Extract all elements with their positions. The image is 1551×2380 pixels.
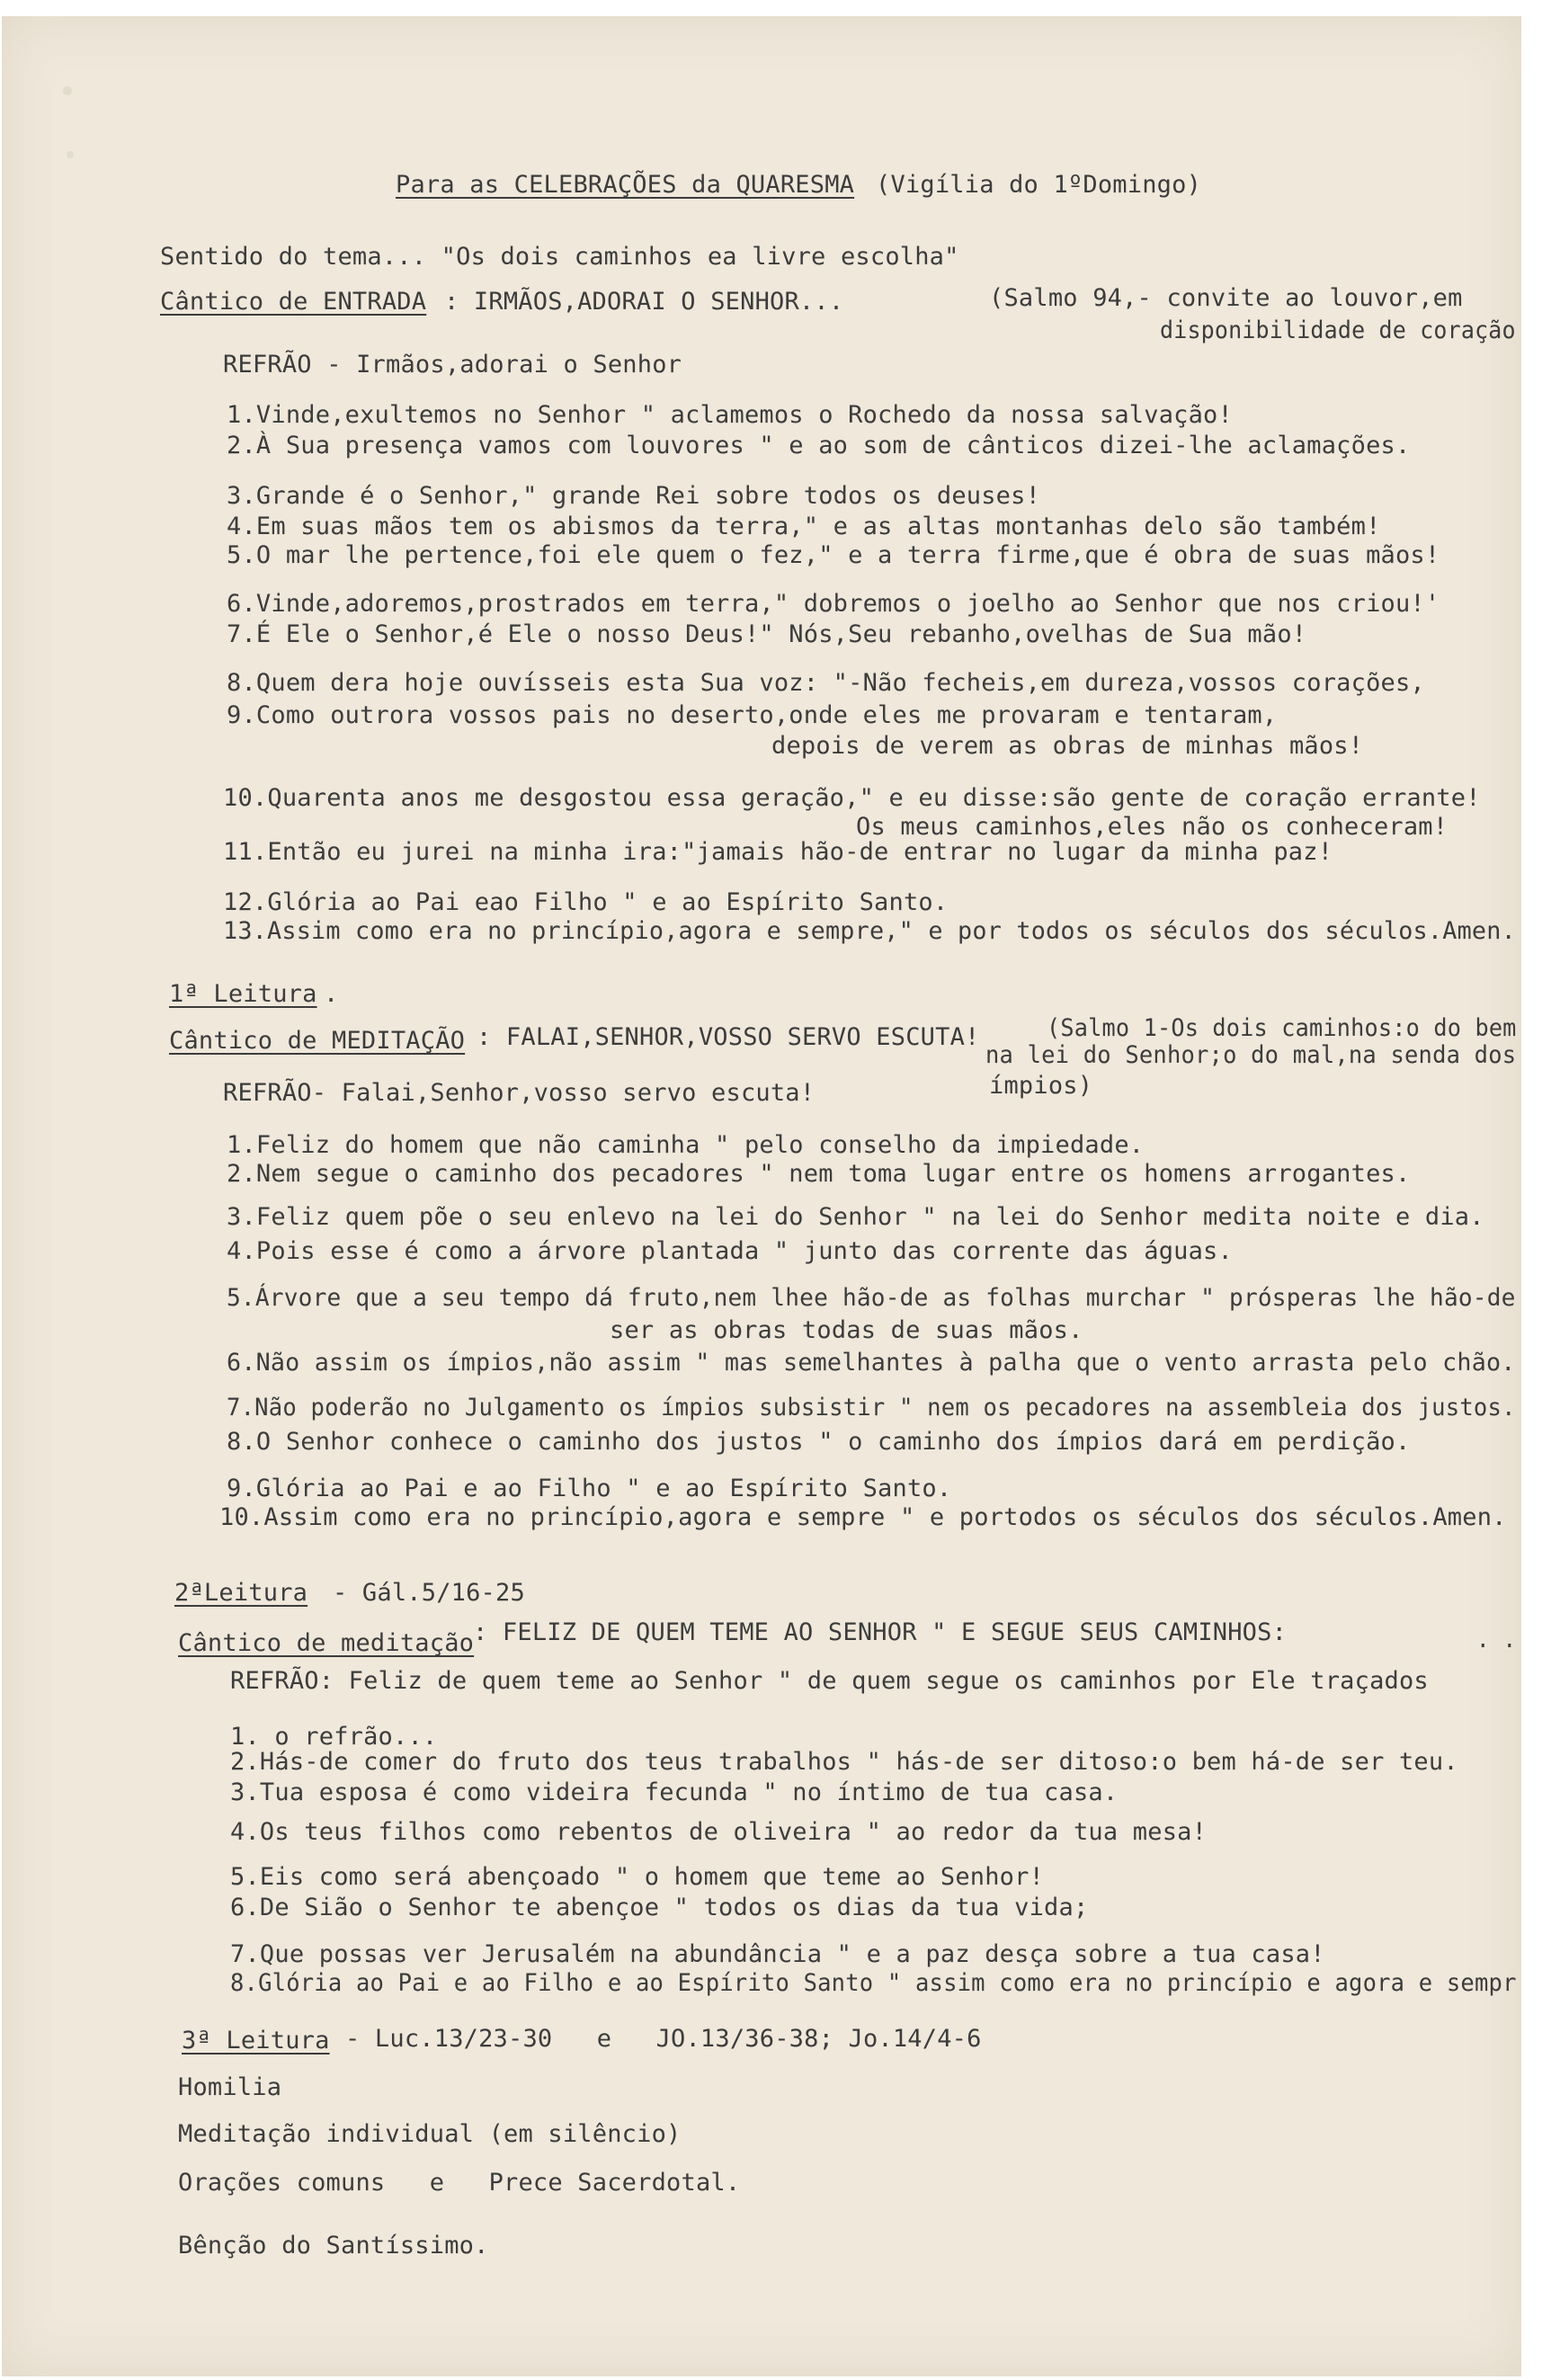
entrada-verse: 5.O mar lhe pertence,foi ele quem o fez," e a terra firme,que é obra de suas mãos! — [227, 541, 1440, 569]
meditacao-1-verse: 10.Assim como era no princípio,agora e sempre " e portodos os séculos dos séculos.Amen. — [219, 1503, 1507, 1531]
meditacao-2-dots: . . — [1476, 1626, 1517, 1654]
meditacao-1-verse: 8.O Senhor conhece o caminho dos justos " o caminho dos ímpios dará em perdição. — [227, 1428, 1411, 1456]
entrada-verse: 11.Então eu jurei na minha ira:"jamais hão-de entrar no lugar da minha paz! — [223, 838, 1333, 866]
meditacao-1-verse: 6.Não assim os ímpios,não assim " mas semelhantes à palha que o vento arrasta pelo chão. — [227, 1349, 1516, 1377]
meditacao-1-verse-continuation: ser as obras todas de suas mãos. — [610, 1316, 1083, 1344]
entrada-verse: 7.É Ele o Senhor,é Ele o nosso Deus!" Nós,Seu rebanho,ovelhas de Sua mão! — [227, 620, 1307, 648]
entrada-verse: 4.Em suas mãos tem os abismos da terra," e as altas montanhas delo são também! — [227, 513, 1381, 540]
meditacao-2-verse: 7.Que possas ver Jerusalém na abundância " e a paz desça sobre a tua casa! — [230, 1940, 1325, 1968]
closing-item: Homilia — [178, 2073, 282, 2101]
meditacao-2-verse: 8.Glória ao Pai e ao Filho e ao Espírito Santo " assim como era no princípio e agora e sempr — [230, 1969, 1517, 1997]
meditacao-2-song: : FELIZ DE QUEM TEME AO SENHOR " E SEGUE SEUS CAMINHOS: — [473, 1618, 1288, 1646]
theme-line: Sentido do tema... "Os dois caminhos ea livre escolha" — [160, 243, 959, 271]
meditacao-1-psalm-note: na lei do Senhor;o do mal,na senda dos — [985, 1041, 1517, 1069]
leitura-1-label: 1ª Leitura — [169, 980, 317, 1008]
meditacao-1-verse: 5.Árvore que a seu tempo dá fruto,nem lhee hão-de as folhas murchar " prósperas lhe hão-de — [227, 1284, 1516, 1312]
entrada-refrain: REFRÃO - Irmãos,adorai o Senhor — [223, 351, 682, 379]
meditacao-2-verse: 6.De Sião o Senhor te abençoe " todos os dias da tua vida; — [230, 1894, 1089, 1921]
meditacao-2-verse: 4.Os teus filhos como rebentos de oliveira " ao redor da tua mesa! — [230, 1818, 1208, 1846]
meditacao-2-heading: Cântico de meditação — [178, 1629, 475, 1657]
title-note: (Vigília do 1ºDomingo) — [876, 171, 1202, 199]
document-page — [2, 16, 1521, 2376]
punch-hole — [63, 86, 72, 95]
meditacao-2-verse: 3.Tua esposa é como videira fecunda " no íntimo de tua casa. — [230, 1778, 1119, 1806]
entrada-verse-continuation: depois de verem as obras de minhas mãos! — [771, 732, 1364, 760]
meditacao-1-verse: 4.Pois esse é como a árvore plantada " junto das corrente das águas. — [227, 1237, 1233, 1265]
entrada-verse: 12.Glória ao Pai eao Filho " e ao Espírito Santo. — [223, 888, 949, 916]
meditacao-1-verse: 3.Feliz quem põe o seu enlevo na lei do Senhor " na lei do Senhor medita noite e dia. — [227, 1203, 1484, 1231]
meditacao-2-refrain: REFRÃO: Feliz de quem teme ao Senhor " de quem segue os caminhos por Ele traçados — [230, 1667, 1429, 1695]
meditacao-1-verse: 9.Glória ao Pai e ao Filho " e ao Espírito Santo. — [227, 1475, 952, 1502]
leitura-1-dot: . — [324, 980, 339, 1008]
meditacao-1-verse: 2.Nem segue o caminho dos pecadores " nem toma lugar entre os homens arrogantes. — [227, 1160, 1411, 1188]
punch-hole — [67, 151, 74, 158]
entrada-verse: 13.Assim como era no princípio,agora e sempre," e por todos os séculos dos séculos.Amen. — [223, 917, 1516, 945]
entrada-verse: 6.Vinde,adoremos,prostrados em terra," dobremos o joelho ao Senhor que nos criou!' — [227, 590, 1440, 618]
entrada-verse: 1.Vinde,exultemos no Senhor " aclamemos o Rochedo da nossa salvação! — [227, 401, 1233, 429]
entrada-verse: 3.Grande é o Senhor," grande Rei sobre todos os deuses! — [227, 482, 1041, 510]
entrada-heading: Cântico de ENTRADA — [160, 288, 427, 316]
entrada-psalm-note: (Salmo 94,- convite ao louvor,em — [989, 284, 1463, 312]
leitura-2-label: 2ªLeitura — [174, 1579, 308, 1607]
meditacao-1-verse: 1.Feliz do homem que não caminha " pelo conselho da impiedade. — [227, 1131, 1145, 1159]
entrada-verse: 10.Quarenta anos me desgostou essa geração," e eu disse:são gente de coração errante! — [223, 784, 1481, 812]
meditacao-2-verse: 2.Hás-de comer do fruto dos teus trabalhos " hás-de ser ditoso:o bem há-de ser teu. — [230, 1748, 1458, 1776]
meditacao-1-heading: Cântico de MEDITAÇÃO — [169, 1027, 466, 1055]
meditacao-1-psalm-note: ímpios) — [989, 1072, 1093, 1100]
meditacao-1-refrain: REFRÃO- Falai,Senhor,vosso servo escuta! — [223, 1079, 816, 1107]
entrada-psalm-note: disponibilidade de coração — [1160, 316, 1516, 344]
meditacao-1-psalm-note: (Salmo 1-Os dois caminhos:o do bem — [1047, 1014, 1517, 1042]
closing-item: Orações comuns e Prece Sacerdotal. — [178, 2169, 741, 2197]
entrada-verse: 9.Como outrora vossos pais no deserto,onde eles me provaram e tentaram, — [227, 701, 1278, 729]
leitura-2-reference: - Gál.5/16-25 — [333, 1579, 525, 1607]
meditacao-2-verse: 5.Eis como será abençoado " o homem que teme ao Senhor! — [230, 1863, 1045, 1891]
entrada-song: : IRMÃOS,ADORAI O SENHOR... — [444, 288, 844, 316]
entrada-verse: 8.Quem dera hoje ouvísseis esta Sua voz: "-Não fecheis,em dureza,vossos corações, — [227, 669, 1425, 697]
closing-item: Meditação individual (em silêncio) — [178, 2120, 682, 2148]
meditacao-1-verse: 7.Não poderão no Julgamento os ímpios subsistir " nem os pecadores na assembleia dos justos. — [227, 1394, 1516, 1422]
leitura-3-label: 3ª Leitura — [182, 2027, 330, 2055]
page-title: Para as CELEBRAÇÕES da QUARESMA — [396, 171, 855, 199]
meditacao-2-verse: 1. o refrão... — [230, 1723, 438, 1751]
entrada-verse-continuation: Os meus caminhos,eles não os conheceram! — [856, 813, 1448, 841]
meditacao-1-song: : FALAI,SENHOR,VOSSO SERVO ESCUTA! — [477, 1023, 980, 1051]
entrada-verse: 2.À Sua presença vamos com louvores " e ao som de cânticos dizei-lhe aclamações. — [227, 432, 1411, 459]
closing-item: Bênção do Santíssimo. — [178, 2232, 489, 2260]
leitura-3-reference: - Luc.13/23-30 e JO.13/36-38; Jo.14/4-6 — [345, 2025, 982, 2053]
